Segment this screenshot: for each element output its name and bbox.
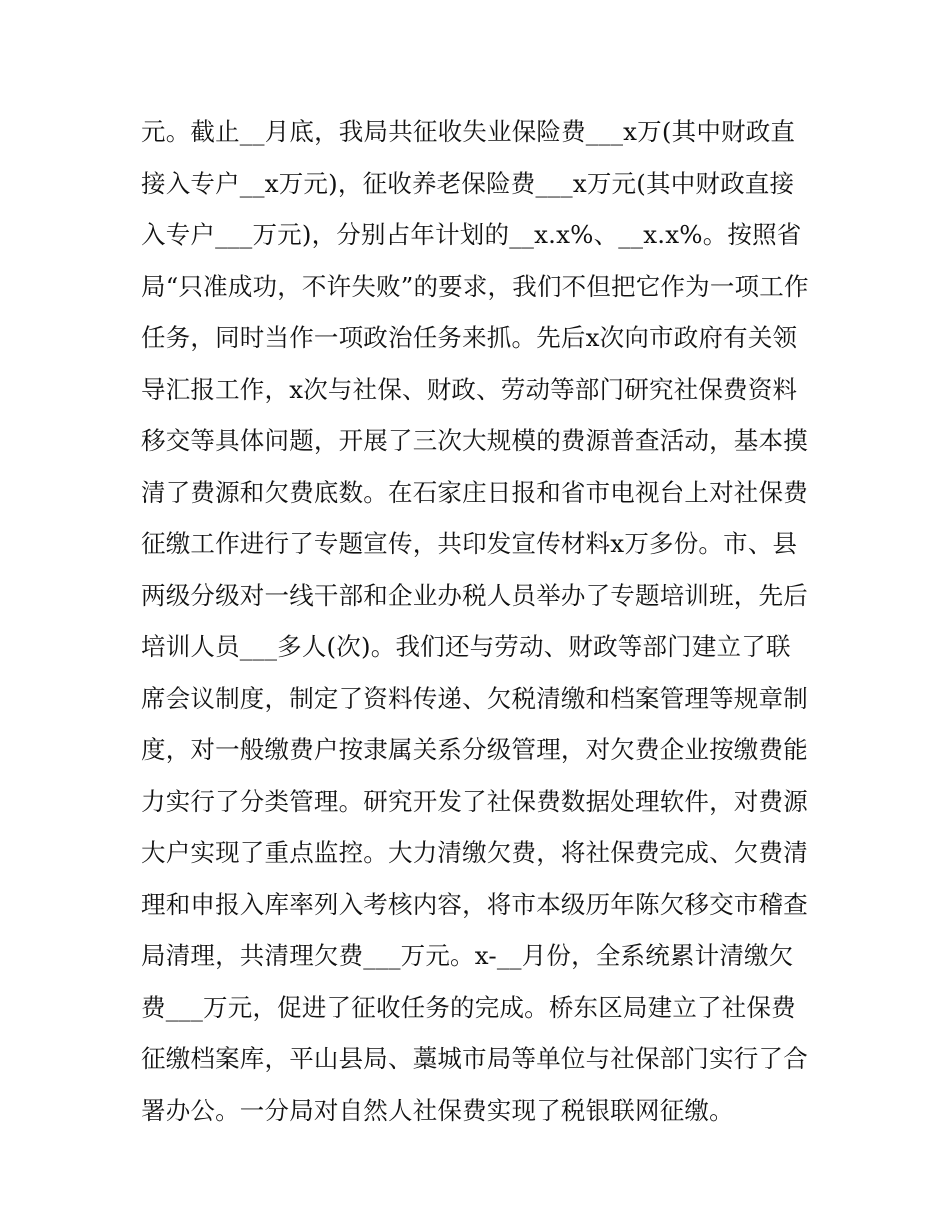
text-line-10: 两级分级对一线干部和企业办税人员举办了专题培训班，先后 — [141, 580, 808, 610]
text-line-17: 局清理，共清理欠费___万元。x-__月份，全系统累计清缴欠 — [141, 941, 794, 970]
text-line-12: 席会议制度，制定了资料传递、欠税清缴和档案管理等规章制 — [141, 683, 808, 713]
text-line-3: 入专户___万元)，分别占年计划的__x.x%、__x.x%。按照省 — [141, 220, 802, 249]
text-line-19: 征缴档案库，平山县局、藁城市局等单位与社保部门实行了合 — [141, 1044, 808, 1073]
text-line-7: 移交等具体问题，开展了三次大规模的费源普查活动，基本摸 — [141, 426, 808, 455]
text-line-20: 署办公。一分局对自然人社保费实现了税银联网征缴。 — [141, 1095, 734, 1125]
text-line-9: 征缴工作进行了专题宣传，共印发宣传材料x万多份。市、县 — [141, 529, 798, 558]
text-line-18: 费___万元，促进了征收任务的完成。桥东区局建立了社保费 — [141, 992, 796, 1022]
text-line-11: 培训人员___多人(次)。我们还与劳动、财政等部门建立了联 — [141, 632, 791, 661]
body-paragraph — [141, 106, 831, 1136]
text-line-5: 任务，同时当作一项政治任务来抓。先后x次向市政府有关领 — [141, 323, 798, 352]
text-line-4: 局“只准成功，不许失败”的要求，我们不但把它作为一项工作 — [141, 271, 809, 301]
text-line-1: 元。截止__月底，我局共征收失业保险费___x万(其中财政直 — [141, 117, 796, 146]
text-line-2: 接入专户__x万元)，征收养老保险费___x万元(其中财政直接 — [141, 168, 795, 198]
text-line-13: 度，对一般缴费户按隶属关系分级管理，对欠费企业按缴费能 — [141, 735, 808, 764]
text-line-15: 大户实现了重点监控。大力清缴欠费，将社保费完成、欠费清 — [141, 838, 808, 867]
text-line-16: 理和申报入库率列入考核内容，将市本级历年陈欠移交市稽查 — [141, 889, 808, 919]
text-line-6: 导汇报工作，x次与社保、财政、劳动等部门研究社保费资料 — [141, 374, 798, 404]
text-line-14: 力实行了分类管理。研究开发了社保费数据处理软件，对费源 — [141, 786, 808, 816]
text-line-8: 清了费源和欠费底数。在石家庄日报和省市电视台上对社保费 — [141, 477, 808, 507]
